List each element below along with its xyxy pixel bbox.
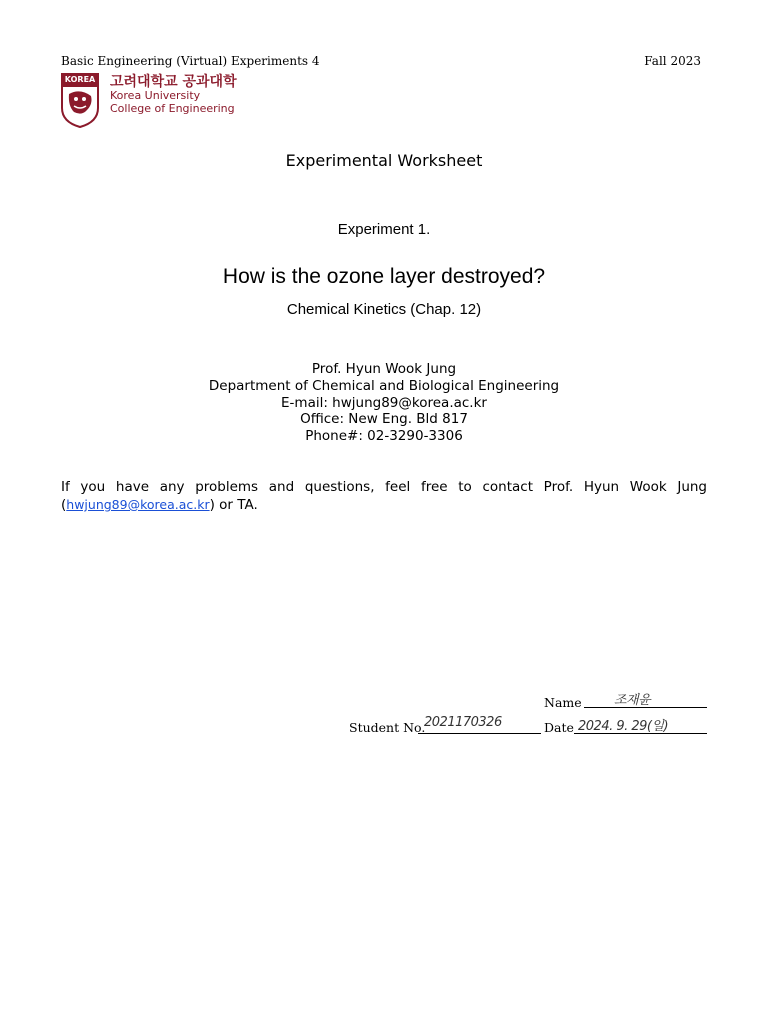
crest-label: KOREA [64, 75, 96, 84]
crest-icon [60, 72, 100, 128]
logo-korean-name: 고려대학교 공과대학 [110, 74, 237, 90]
name-label: Name [544, 695, 582, 710]
email-link[interactable]: hwjung89@korea.ac.kr [66, 497, 210, 512]
student-no-value: 2021170326 [424, 715, 502, 730]
email: E-mail: hwjung89@korea.ac.kr [281, 394, 487, 411]
experiment-label: Experiment 1. [337, 221, 431, 238]
name-field[interactable] [584, 689, 707, 708]
date-field[interactable] [574, 715, 707, 734]
student-no-field[interactable] [418, 715, 541, 734]
notice-text-before: If you have any problems and questions, feel free to contact Prof. Hyun Wook Jung ( [61, 479, 707, 513]
worksheet-title: Experimental Worksheet [285, 151, 483, 170]
page-subtitle: Chemical Kinetics (Chap. 12) [286, 301, 482, 318]
name-value: 조재윤 [614, 693, 651, 708]
contact-notice [61, 479, 707, 514]
logo-university: Korea University [110, 89, 201, 103]
office: Office: New Eng. Bld 817 [300, 411, 468, 428]
page-title: How is the ozone layer destroyed? [222, 265, 546, 288]
logo-college: College of Engineering [110, 101, 235, 115]
term-header: Fall 2023 [644, 54, 701, 68]
logo-text [110, 74, 237, 115]
phone: Phone#: 02-3290-3306 [305, 428, 463, 445]
date-label: Date [544, 720, 574, 735]
contact-block [0, 361, 768, 445]
professor-name: Prof. Hyun Wook Jung [311, 361, 457, 377]
course-header: Basic Engineering (Virtual) Experiments 4 [61, 54, 320, 68]
date-value: 2024. 9. 29(일) [578, 719, 669, 734]
notice-text-after: ) or TA. [209, 497, 258, 513]
student-no-label: Student No. [349, 720, 426, 735]
department: Department of Chemical and Biological Engineering [208, 377, 560, 394]
